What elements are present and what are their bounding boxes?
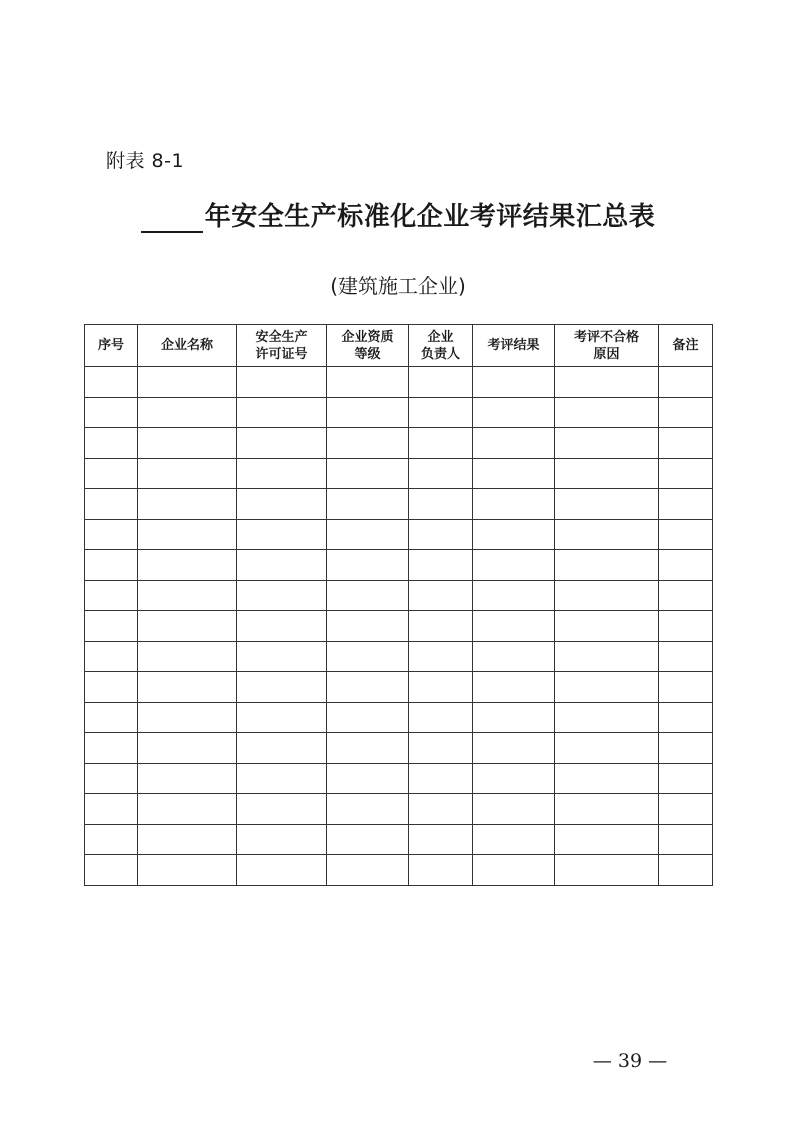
table-cell — [409, 763, 473, 794]
table-row — [85, 702, 713, 733]
table-cell — [85, 397, 138, 428]
table-cell — [409, 519, 473, 550]
table-cell — [409, 428, 473, 459]
header-evaluation-result — [473, 325, 555, 367]
table-cell — [85, 489, 138, 520]
table-row — [85, 611, 713, 642]
table-body — [85, 367, 713, 886]
table-cell — [327, 397, 409, 428]
table-row — [85, 794, 713, 825]
table-cell — [555, 519, 659, 550]
table-cell — [85, 580, 138, 611]
table-cell — [659, 458, 713, 489]
table-cell — [473, 367, 555, 398]
table-cell — [237, 580, 327, 611]
table-cell — [327, 763, 409, 794]
table-cell — [138, 824, 237, 855]
table-cell — [327, 428, 409, 459]
table-row — [85, 458, 713, 489]
table-cell — [555, 611, 659, 642]
table-cell — [327, 611, 409, 642]
table-cell — [409, 550, 473, 581]
header-failure-reason-line2: 原因 — [593, 346, 620, 362]
table-cell — [659, 428, 713, 459]
table-cell — [409, 824, 473, 855]
table-cell — [659, 702, 713, 733]
table-cell — [138, 458, 237, 489]
header-qualification-line2: 等级 — [354, 346, 381, 362]
header-safety-license-line2: 许可证号 — [255, 346, 308, 362]
table-row — [85, 550, 713, 581]
table-cell — [237, 763, 327, 794]
table-cell — [85, 550, 138, 581]
table-cell — [327, 519, 409, 550]
table-cell — [237, 794, 327, 825]
table-cell — [659, 550, 713, 581]
table-cell — [237, 824, 327, 855]
table-cell — [409, 641, 473, 672]
table-cell — [85, 794, 138, 825]
header-company-name — [138, 325, 237, 367]
table-row — [85, 519, 713, 550]
table-cell — [473, 458, 555, 489]
table-cell — [138, 519, 237, 550]
table-cell — [409, 580, 473, 611]
table-cell — [327, 733, 409, 764]
table-cell — [409, 794, 473, 825]
table-cell — [555, 550, 659, 581]
table-cell — [473, 763, 555, 794]
table-cell — [473, 580, 555, 611]
table-cell — [327, 702, 409, 733]
table-cell — [327, 794, 409, 825]
table-cell — [85, 824, 138, 855]
table-row — [85, 367, 713, 398]
table-cell — [555, 489, 659, 520]
attachment-label: 附表 8-1 — [106, 150, 185, 172]
header-remarks-label: 备注 — [672, 338, 699, 353]
table-cell — [237, 519, 327, 550]
table-cell — [659, 855, 713, 886]
header-qualification-line1: 企业资质 — [341, 329, 394, 345]
header-failure-reason — [555, 325, 659, 367]
table-cell — [85, 367, 138, 398]
table-cell — [138, 397, 237, 428]
table-cell — [473, 397, 555, 428]
table-cell — [85, 428, 138, 459]
table-cell — [473, 611, 555, 642]
table-cell — [327, 580, 409, 611]
header-responsible-person — [409, 325, 473, 367]
table-cell — [237, 702, 327, 733]
document-title — [0, 196, 796, 233]
table-cell — [555, 672, 659, 703]
header-remarks — [659, 325, 713, 367]
header-company-name-label: 企业名称 — [160, 338, 213, 353]
table-cell — [237, 733, 327, 764]
summary-table — [84, 324, 713, 886]
table-cell — [138, 733, 237, 764]
year-blank — [141, 206, 203, 233]
table-row — [85, 763, 713, 794]
table-cell — [85, 702, 138, 733]
table-cell — [327, 458, 409, 489]
table-header-row — [85, 325, 713, 367]
table-cell — [138, 794, 237, 825]
table-cell — [237, 855, 327, 886]
table-row — [85, 397, 713, 428]
table-cell — [555, 367, 659, 398]
table-row — [85, 733, 713, 764]
table-cell — [473, 702, 555, 733]
header-serial — [85, 325, 138, 367]
table-cell — [138, 428, 237, 459]
table-cell — [659, 489, 713, 520]
table-cell — [659, 824, 713, 855]
table-cell — [409, 458, 473, 489]
table-row — [85, 672, 713, 703]
page-number: — 39 — — [592, 1050, 668, 1072]
table-cell — [138, 367, 237, 398]
header-safety-license — [237, 325, 327, 367]
table-row — [85, 855, 713, 886]
table-cell — [659, 794, 713, 825]
table-row — [85, 580, 713, 611]
table-cell — [659, 519, 713, 550]
table-cell — [555, 397, 659, 428]
table-cell — [659, 580, 713, 611]
table-cell — [659, 397, 713, 428]
table-cell — [327, 550, 409, 581]
table-cell — [85, 641, 138, 672]
table-cell — [237, 641, 327, 672]
table-cell — [409, 702, 473, 733]
table-cell — [659, 733, 713, 764]
table-cell — [85, 672, 138, 703]
table-cell — [555, 702, 659, 733]
title-text: 年安全生产标准化企业考评结果汇总表 — [204, 202, 656, 232]
table-cell — [555, 580, 659, 611]
table-cell — [555, 763, 659, 794]
table-cell — [85, 458, 138, 489]
table-cell — [85, 855, 138, 886]
table-cell — [237, 397, 327, 428]
header-evaluation-result-label: 考评结果 — [487, 338, 540, 353]
table-cell — [138, 550, 237, 581]
header-serial-label: 序号 — [97, 338, 124, 353]
header-failure-reason-line1: 考评不合格 — [573, 329, 639, 345]
table-cell — [138, 489, 237, 520]
table-cell — [237, 489, 327, 520]
table-cell — [555, 855, 659, 886]
table-cell — [473, 672, 555, 703]
table-cell — [659, 763, 713, 794]
table-cell — [85, 611, 138, 642]
header-responsible-line1: 企业 — [427, 329, 454, 345]
table-cell — [237, 611, 327, 642]
table-cell — [555, 641, 659, 672]
table-cell — [473, 428, 555, 459]
table-cell — [555, 794, 659, 825]
table-cell — [409, 489, 473, 520]
table-cell — [237, 672, 327, 703]
table-row — [85, 489, 713, 520]
table-cell — [659, 611, 713, 642]
table-cell — [85, 763, 138, 794]
table-cell — [473, 733, 555, 764]
table-cell — [473, 794, 555, 825]
table-cell — [409, 397, 473, 428]
header-qualification-grade — [327, 325, 409, 367]
table-row — [85, 641, 713, 672]
table-cell — [327, 855, 409, 886]
table-cell — [138, 641, 237, 672]
table-cell — [473, 641, 555, 672]
table-cell — [555, 458, 659, 489]
table-cell — [138, 855, 237, 886]
table-cell — [555, 824, 659, 855]
table-cell — [473, 855, 555, 886]
table-cell — [409, 733, 473, 764]
table-cell — [555, 733, 659, 764]
table-cell — [327, 489, 409, 520]
header-safety-license-line1: 安全生产 — [255, 329, 308, 345]
table-cell — [409, 855, 473, 886]
table-cell — [237, 367, 327, 398]
subtitle: (建筑施工企业) — [330, 274, 466, 298]
table-cell — [409, 611, 473, 642]
table-cell — [138, 611, 237, 642]
table-cell — [659, 672, 713, 703]
table-cell — [138, 702, 237, 733]
table-cell — [237, 458, 327, 489]
table-cell — [138, 672, 237, 703]
table-cell — [473, 489, 555, 520]
table-cell — [555, 428, 659, 459]
table-cell — [237, 428, 327, 459]
table-cell — [85, 519, 138, 550]
table-row — [85, 824, 713, 855]
table-cell — [659, 367, 713, 398]
table-cell — [659, 641, 713, 672]
table-cell — [327, 672, 409, 703]
table-cell — [138, 763, 237, 794]
table-cell — [473, 550, 555, 581]
table-cell — [138, 580, 237, 611]
table-cell — [237, 550, 327, 581]
table-cell — [409, 367, 473, 398]
table-row — [85, 428, 713, 459]
table-cell — [327, 641, 409, 672]
header-responsible-line2: 负责人 — [420, 346, 460, 362]
table-cell — [85, 733, 138, 764]
table-cell — [473, 519, 555, 550]
table-cell — [473, 824, 555, 855]
table-cell — [327, 824, 409, 855]
table-cell — [409, 672, 473, 703]
table-cell — [327, 367, 409, 398]
